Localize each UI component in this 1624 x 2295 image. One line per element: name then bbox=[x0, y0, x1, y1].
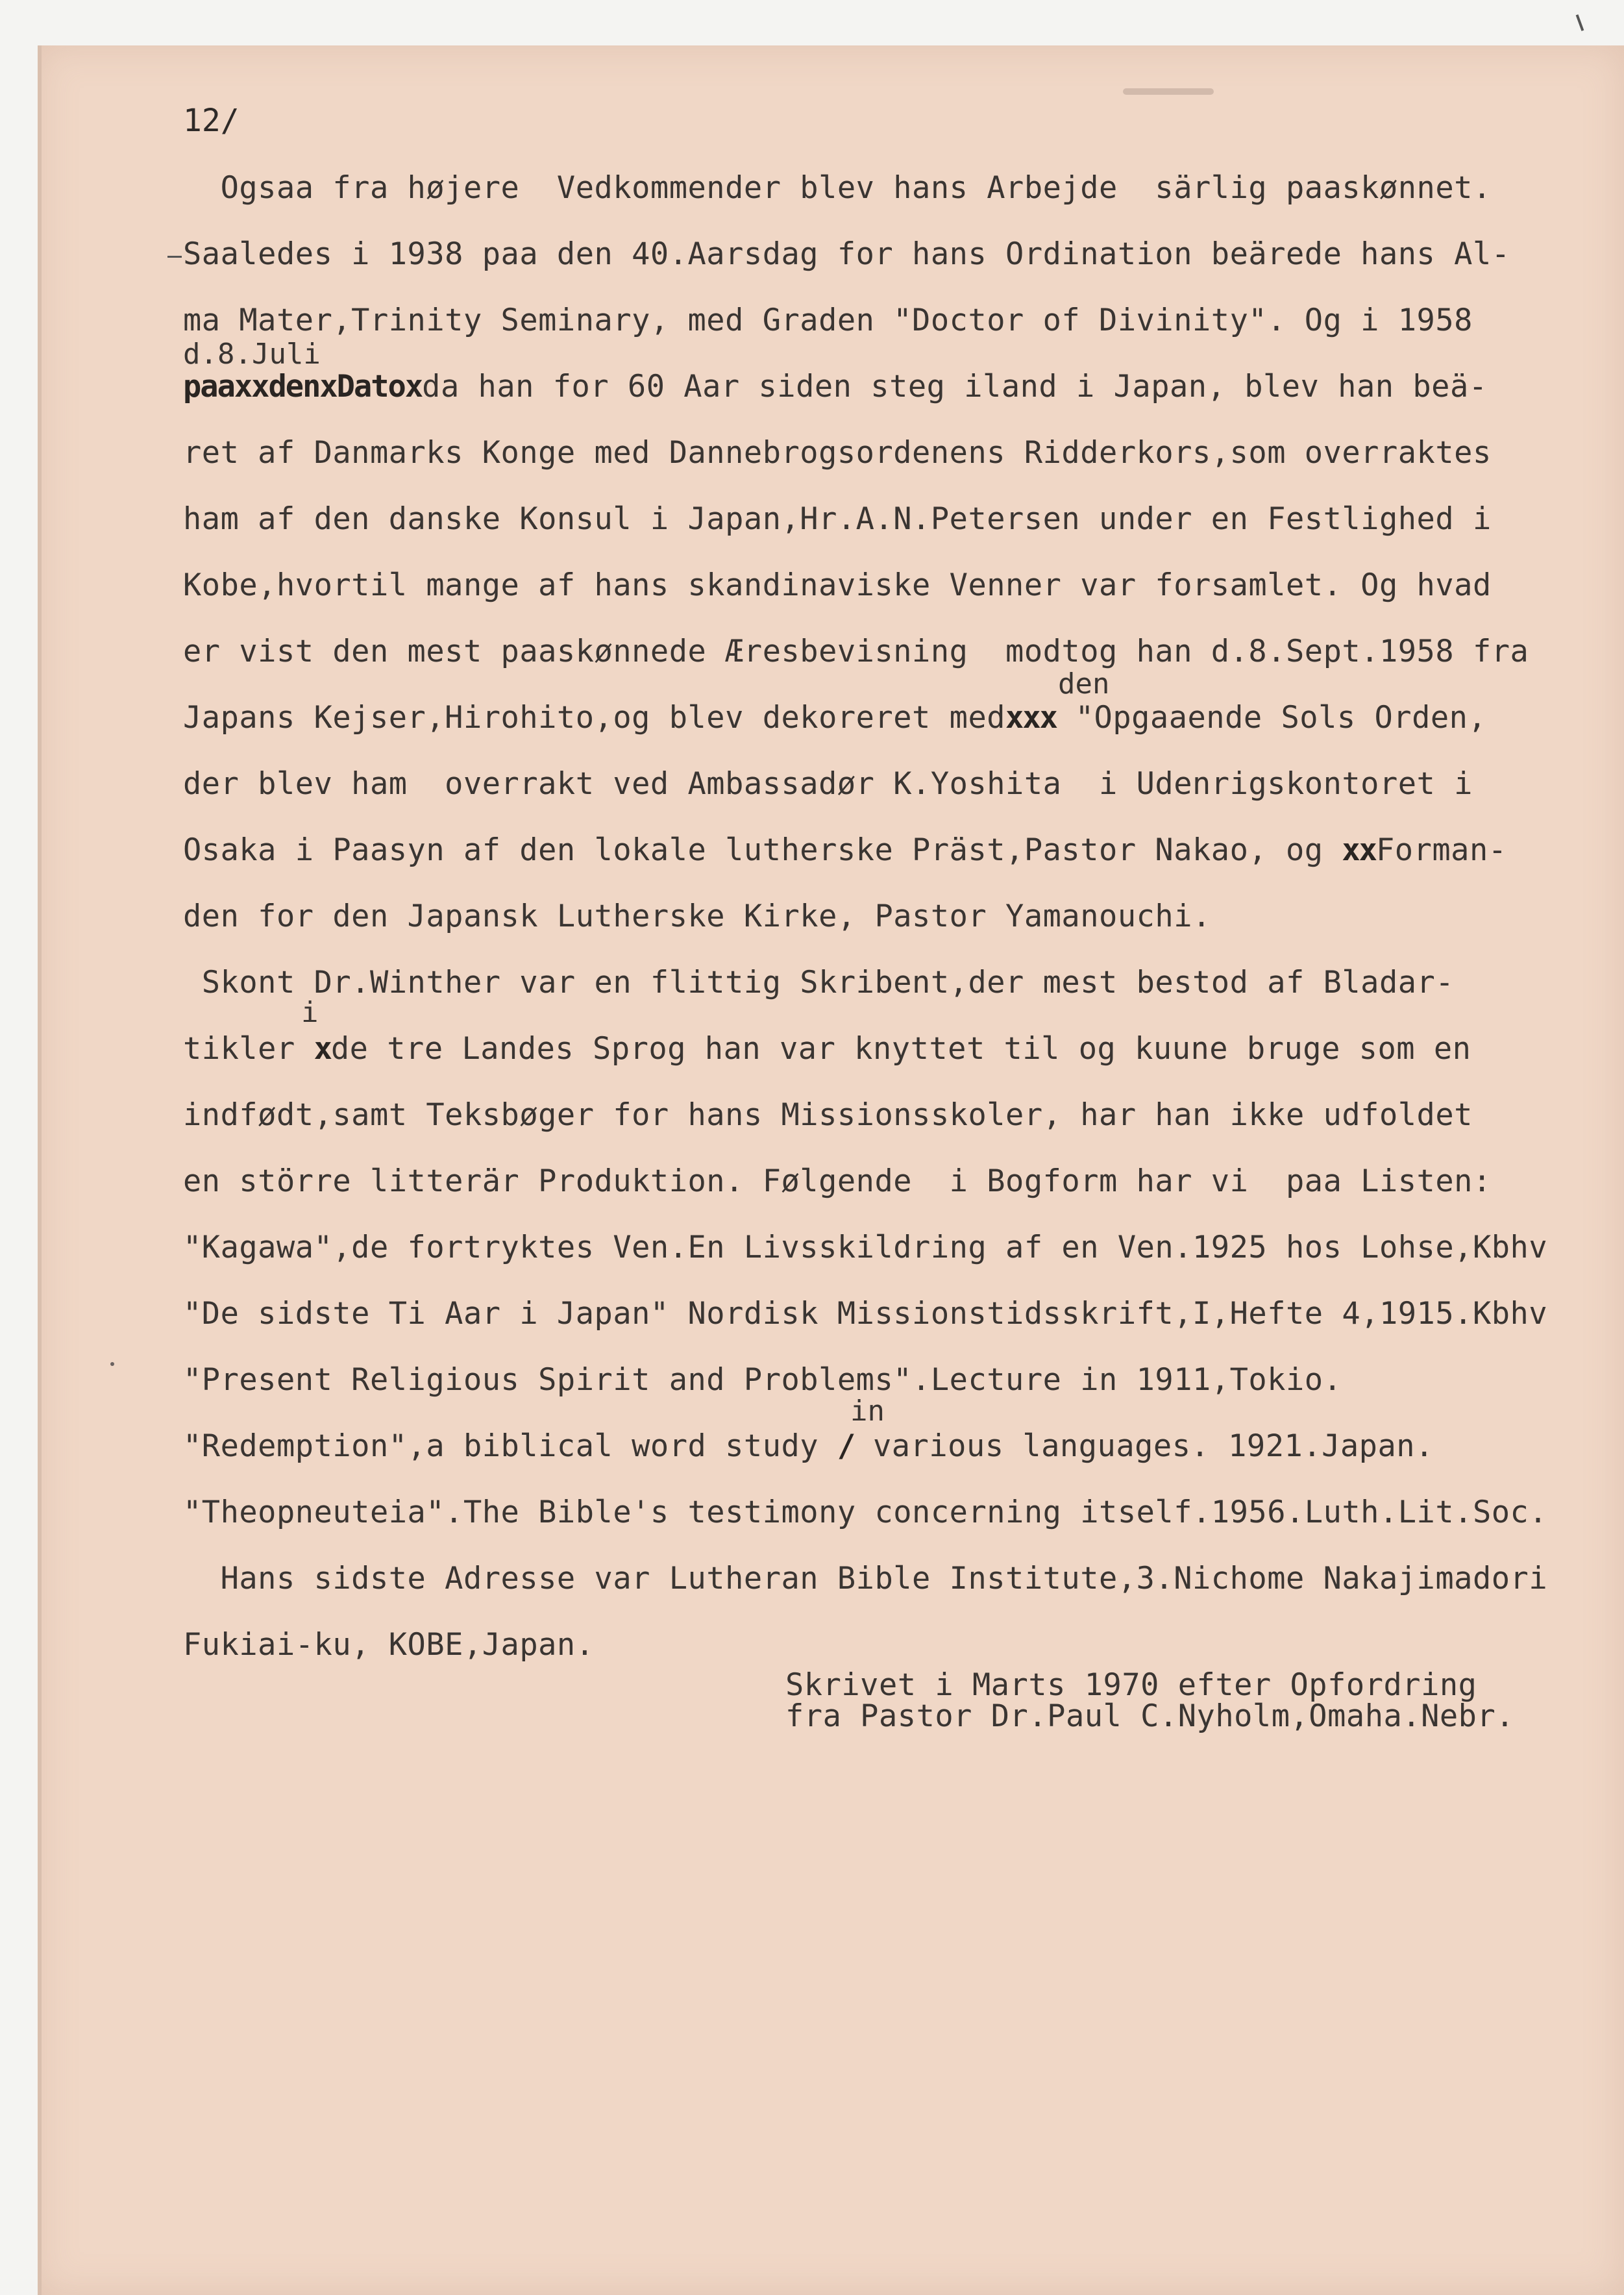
struck-text: x bbox=[314, 1031, 331, 1067]
text-line-14-end: de tre Landes Sprog han var knyttet til og kuune bruge som en bbox=[330, 1031, 1471, 1067]
text-line-9-end: "Opgaaende Sols Orden, bbox=[1056, 700, 1487, 736]
corner-mark bbox=[1576, 14, 1584, 31]
text-line-4 bbox=[183, 369, 1488, 404]
text-line-2: Saaledes i 1938 paa den 40.Aarsdag for hans Ordination beärede hans Al- bbox=[183, 236, 1510, 272]
text-line-11-end: Forman- bbox=[1375, 832, 1507, 868]
text-line-20-start: "Redemption",a biblical word study bbox=[183, 1428, 837, 1464]
text-line-3: ma Mater,Trinity Seminary, med Graden "Doctor of Divinity". Og i 1958 bbox=[183, 303, 1473, 338]
margin-dash bbox=[167, 256, 182, 258]
text-line-20-end: various languages. 1921.Japan. bbox=[854, 1428, 1434, 1464]
struck-text: xx bbox=[1342, 832, 1376, 868]
page-number: 12/ bbox=[183, 103, 240, 139]
text-line-7: Kobe,hvortil mange af hans skandinaviske Venner var forsamlet. Og hvad bbox=[183, 567, 1492, 603]
sheet-edge bbox=[38, 45, 42, 2295]
text-line-1: Ogsaa fra højere Vedkommender blev hans Arbejde särlig paaskønnet. bbox=[183, 170, 1492, 206]
text-line-16: en större litterär Produktion. Følgende i Bogform har vi paa Listen: bbox=[183, 1163, 1492, 1199]
insertion-date: d.8.Juli bbox=[183, 338, 321, 371]
text-line-8: er vist den mest paaskønnede Æresbevisning modtog han d.8.Sept.1958 fra bbox=[183, 634, 1529, 669]
signature-line-1: Skrivet i Marts 1970 efter Opfordring bbox=[785, 1667, 1477, 1703]
text-line-23: Fukiai-ku, KOBE,Japan. bbox=[183, 1627, 595, 1663]
text-line-6: ham af den danske Konsul i Japan,Hr.A.N.Petersen under en Festlighed i bbox=[183, 501, 1492, 537]
text-line-22: Hans sidste Adresse var Lutheran Bible Institute,3.Nichome Nakajimadori bbox=[183, 1561, 1548, 1596]
text-line-15: indfødt,samt Teksbøger for hans Missionsskoler, har han ikke udfoldet bbox=[183, 1097, 1473, 1133]
signature-line-2: fra Pastor Dr.Paul C.Nyholm,Omaha.Nebr. bbox=[785, 1698, 1515, 1734]
text-line-4-rest: da han for 60 Aar siden steg iland i Japan, blev han beä- bbox=[422, 369, 1488, 404]
smudge-mark bbox=[1123, 88, 1214, 95]
text-line-12: den for den Japansk Lutherske Kirke, Pastor Yamanouchi. bbox=[183, 899, 1211, 934]
insertion-i: i bbox=[301, 996, 319, 1029]
text-line-9-start: Japans Kejser,Hirohito,og blev dekoreret med bbox=[183, 700, 1006, 736]
text-line-10: der blev ham overrakt ved Ambassadør K.Yoshita i Udenrigskontoret i bbox=[183, 766, 1473, 802]
text-line-17: "Kagawa",de fortryktes Ven.En Livsskildring af en Ven.1925 hos Lohse,Kbhv bbox=[183, 1230, 1548, 1265]
text-line-11 bbox=[183, 832, 1507, 868]
margin-dot bbox=[110, 1362, 114, 1366]
text-line-18: "De sidste Ti Aar i Japan" Nordisk Missionstidsskrift,I,Hefte 4,1915.Kbhv bbox=[183, 1296, 1548, 1332]
text-line-5: ret af Danmarks Konge med Dannebrogsordenens Ridderkors,som overraktes bbox=[183, 435, 1492, 471]
text-line-9 bbox=[183, 700, 1486, 736]
text-line-20 bbox=[183, 1428, 1434, 1464]
text-line-11-start: Osaka i Paasyn af den lokale lutherske Präst,Pastor Nakao, og bbox=[183, 832, 1342, 868]
struck-text: xxx bbox=[1005, 700, 1057, 736]
struck-text: paaxxdenxDatox bbox=[183, 369, 423, 404]
text-line-14 bbox=[183, 1031, 1471, 1067]
insertion-den: den bbox=[1058, 667, 1110, 701]
text-line-19: "Present Religious Spirit and Problems".Lecture in 1911,Tokio. bbox=[183, 1362, 1342, 1398]
text-line-21: "Theopneuteia".The Bible's testimony concerning itself.1956.Luth.Lit.Soc. bbox=[183, 1495, 1548, 1530]
insertion-in: in bbox=[850, 1395, 885, 1428]
text-line-13: Skont Dr.Winther var en flittig Skribent,der mest bestod af Bladar- bbox=[183, 965, 1455, 1000]
text-line-14-start: tikler bbox=[183, 1031, 314, 1067]
struck-text: / bbox=[837, 1428, 855, 1464]
